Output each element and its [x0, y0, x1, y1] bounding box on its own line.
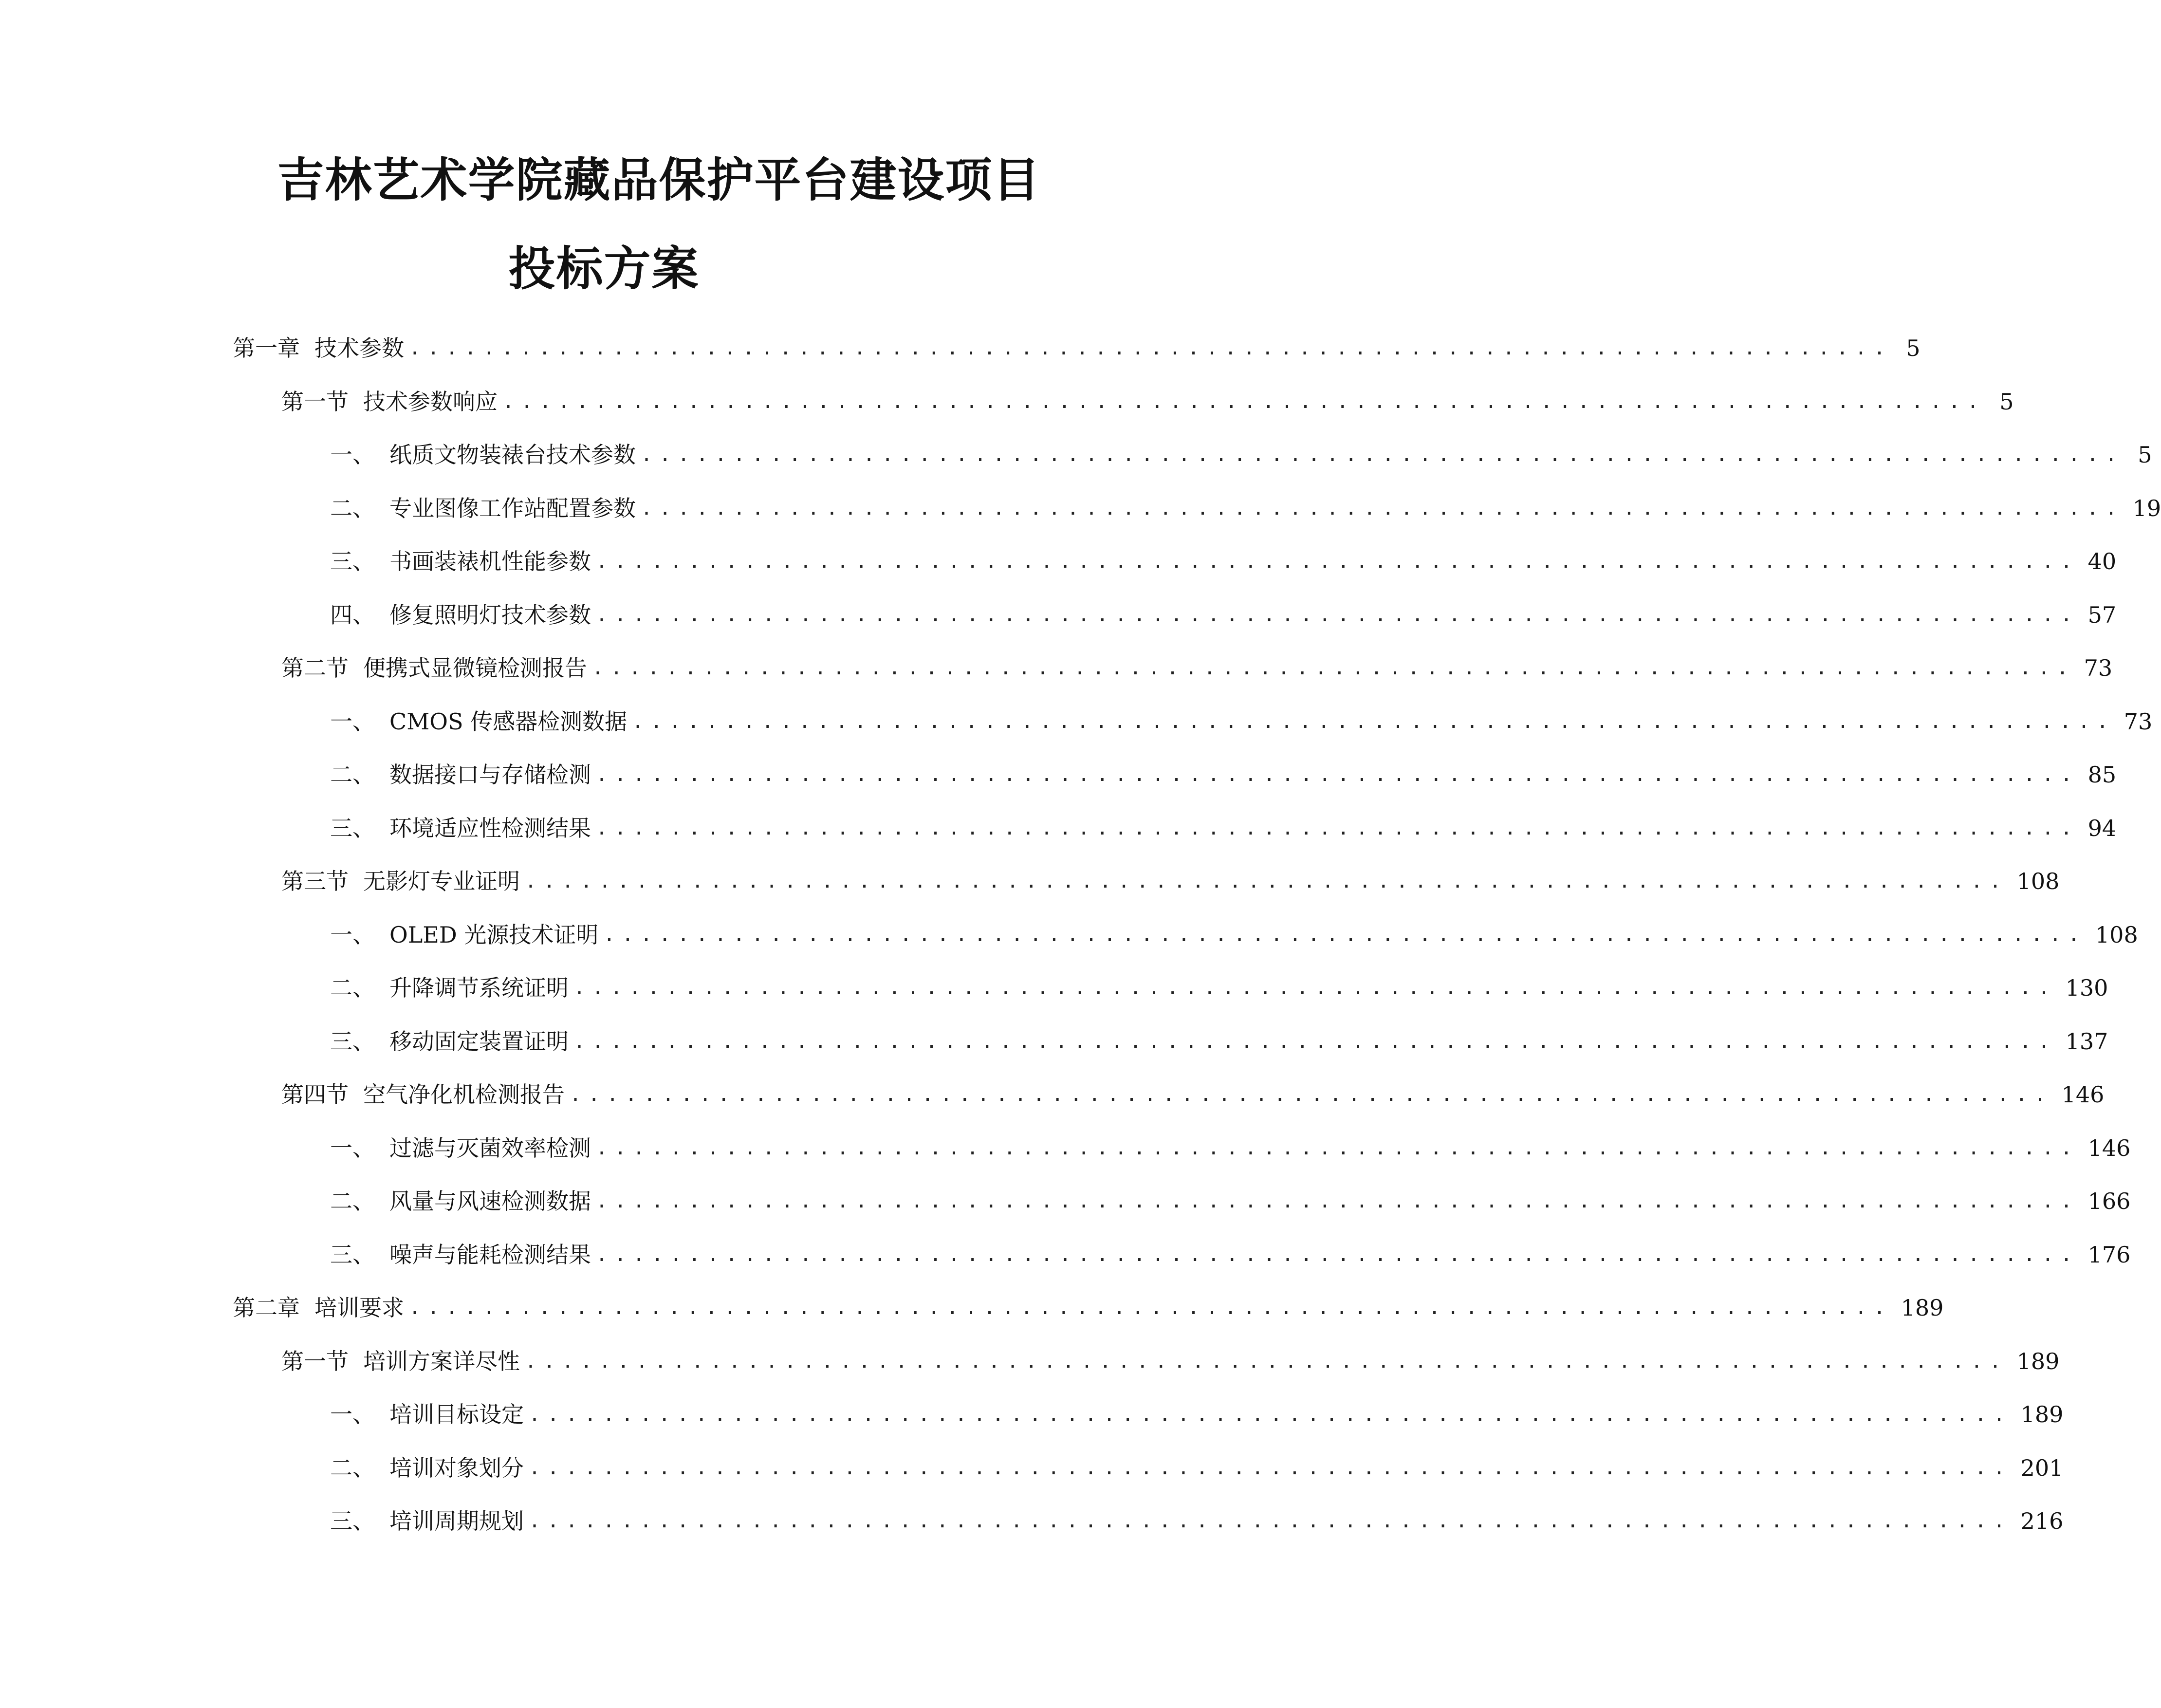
toc-entry-line [281, 864, 2060, 898]
toc-dot-leader: ................................................................................ [409, 337, 1892, 359]
toc-dot-leader: ................................................................................ [596, 1136, 2079, 1159]
toc-entry-label: 书画装裱机性能参数 [389, 548, 591, 575]
toc-dot-leader: ................................................................................ [409, 1297, 1892, 1319]
toc-entry-label: 升降调节系统证明 [389, 975, 569, 1001]
toc-entry[interactable] [0, 1238, 2131, 1272]
toc-entry-label: CMOS 传感器检测数据 [389, 708, 628, 735]
toc-entry-label: 环境适应性检测结果 [389, 815, 591, 841]
toc-entry-label: 便携式显微镜检测报告 [363, 655, 587, 681]
toc-entry-number: 一、 [330, 442, 375, 468]
toc-entry-label: 过滤与灭菌效率检测 [389, 1134, 591, 1161]
toc-dot-leader: ................................................................................ [641, 444, 2124, 466]
toc-entry-page-number: 19 [2132, 495, 2161, 521]
toc-entry[interactable] [0, 385, 2014, 419]
toc-entry-line [281, 385, 2014, 419]
toc-entry-number: 二、 [330, 495, 375, 521]
toc-entry-line [330, 1397, 2064, 1431]
document-title-line1: 吉林艺术学院藏品保护平台建设项目 [277, 153, 1041, 207]
toc-entry-page-number: 130 [2065, 975, 2108, 1001]
toc-entry[interactable] [0, 544, 2117, 578]
toc-entry-page-number: 166 [2087, 1188, 2131, 1214]
toc-entry[interactable] [0, 438, 2152, 472]
toc-entry-number: 二、 [330, 1188, 375, 1214]
toc-entry-number: 第二节 [281, 655, 349, 681]
toc-entry[interactable] [0, 491, 2161, 525]
toc-entry-page-number: 201 [2020, 1454, 2064, 1481]
toc-entry[interactable] [0, 1024, 2108, 1058]
toc-entry-label: 培训方案详尽性 [363, 1348, 520, 1374]
toc-entry-number: 第一节 [281, 388, 349, 415]
toc-entry-page-number: 189 [2016, 1348, 2060, 1374]
toc-dot-leader: ................................................................................ [570, 1083, 2053, 1106]
toc-entry-line [330, 705, 2153, 739]
toc-entry-label: 空气净化机检测报告 [363, 1081, 565, 1108]
toc-dot-leader: ................................................................................ [596, 1243, 2079, 1266]
toc-entry[interactable] [0, 1504, 2064, 1538]
toc-entry-page-number: 146 [2061, 1081, 2105, 1108]
toc-entry-page-number: 176 [2087, 1241, 2131, 1268]
toc-entry-number: 四、 [330, 601, 375, 628]
toc-entry[interactable] [0, 1344, 2060, 1378]
toc-entry[interactable] [0, 651, 2113, 685]
toc-entry-label: OLED 光源技术证明 [389, 921, 599, 948]
toc-entry-page-number: 146 [2087, 1134, 2131, 1161]
toc-entry-number: 三、 [330, 1028, 375, 1055]
toc-entry-label: 无影灯专业证明 [363, 868, 520, 894]
toc-entry-line [330, 598, 2117, 632]
toc-entry-number: 第四节 [281, 1081, 349, 1108]
toc-entry-label: 培训要求 [314, 1295, 404, 1321]
toc-entry-line [330, 918, 2138, 952]
toc-entry-page-number: 94 [2087, 815, 2117, 841]
toc-entry-page-number: 5 [2138, 442, 2152, 468]
toc-entry-label: 噪声与能耗检测结果 [389, 1241, 591, 1268]
toc-entry[interactable] [0, 1184, 2131, 1218]
toc-entry-page-number: 73 [2084, 655, 2113, 681]
toc-entry[interactable] [0, 331, 1921, 365]
toc-entry-page-number: 5 [1999, 388, 2014, 415]
toc-entry-line [330, 1024, 2108, 1058]
toc-entry-number: 二、 [330, 975, 375, 1001]
toc-entry-label: 技术参数响应 [363, 388, 498, 415]
toc-entry-number: 第二章 [233, 1295, 300, 1321]
toc-entry-number: 三、 [330, 815, 375, 841]
toc-entry[interactable] [0, 864, 2060, 898]
toc-dot-leader: ................................................................................ [529, 1456, 2012, 1479]
toc-entry-number: 一、 [330, 708, 375, 735]
toc-dot-leader: ................................................................................ [525, 1350, 2008, 1373]
toc-entry-page-number: 108 [2095, 921, 2138, 948]
toc-dot-leader: ................................................................................ [596, 1190, 2079, 1212]
toc-dot-leader: ................................................................................ [529, 1403, 2012, 1426]
toc-entry-number: 三、 [330, 1508, 375, 1534]
toc-dot-leader: ................................................................................ [573, 1030, 2057, 1053]
toc-entry[interactable] [0, 1397, 2064, 1431]
toc-entry[interactable] [0, 705, 2153, 739]
toc-entry-label: 数据接口与存储检测 [389, 761, 591, 788]
toc-entry[interactable] [0, 1451, 2064, 1485]
toc-dot-leader: ................................................................................ [632, 710, 2115, 733]
toc-entry-line [330, 1184, 2131, 1218]
toc-entry-label: 修复照明灯技术参数 [389, 601, 591, 628]
toc-dot-leader: ................................................................................ [592, 657, 2075, 679]
toc-entry-page-number: 189 [2020, 1401, 2064, 1428]
toc-entry-number: 二、 [330, 761, 375, 788]
toc-entry-line [330, 811, 2117, 845]
toc-dot-leader: ................................................................................ [596, 603, 2079, 626]
toc-entry-line [233, 1291, 1944, 1325]
toc-entry-label: 技术参数 [314, 335, 404, 361]
toc-entry-line [281, 1077, 2105, 1112]
toc-entry-page-number: 5 [1906, 335, 1921, 361]
toc-entry-line [281, 651, 2113, 685]
toc-entry-number: 三、 [330, 1241, 375, 1268]
toc-entry-line [330, 758, 2117, 792]
toc-entry-page-number: 137 [2065, 1028, 2108, 1055]
toc-entry-number: 二、 [330, 1454, 375, 1481]
toc-entry[interactable] [0, 1291, 1944, 1325]
toc-entry-label: 纸质文物装裱台技术参数 [389, 442, 636, 468]
toc-dot-leader: ................................................................................ [596, 817, 2079, 839]
toc-entry-number: 一、 [330, 921, 375, 948]
toc-dot-leader: ................................................................................ [603, 923, 2087, 946]
toc-entry-page-number: 189 [1901, 1295, 1944, 1321]
toc-entry-page-number: 40 [2087, 548, 2117, 575]
toc-entry-line [330, 544, 2117, 578]
toc-dot-leader: ................................................................................ [596, 763, 2079, 786]
toc-entry-page-number: 73 [2124, 708, 2153, 735]
toc-entry-line [330, 491, 2161, 525]
toc-entry-line [330, 1451, 2064, 1485]
toc-entry-number: 一、 [330, 1401, 375, 1428]
toc-entry-line [330, 438, 2152, 472]
toc-entry-label: 培训对象划分 [389, 1454, 524, 1481]
toc-entry[interactable] [0, 811, 2117, 845]
toc-entry-number: 一、 [330, 1134, 375, 1161]
toc-entry-page-number: 108 [2016, 868, 2060, 894]
toc-entry-page-number: 85 [2087, 761, 2117, 788]
toc-entry[interactable] [0, 598, 2117, 632]
toc-dot-leader: ................................................................................ [525, 870, 2008, 892]
toc-entry-number: 第一章 [233, 335, 300, 361]
toc-dot-leader: ................................................................................ [502, 390, 1986, 413]
toc-entry-label: 风量与风速检测数据 [389, 1188, 591, 1214]
toc-entry-number: 三、 [330, 548, 375, 575]
toc-entry-line [281, 1344, 2060, 1378]
toc-entry-line [330, 1504, 2064, 1538]
toc-entry-page-number: 216 [2020, 1508, 2064, 1534]
toc-entry-label: 培训周期规划 [389, 1508, 524, 1534]
toc-entry[interactable] [0, 971, 2108, 1005]
toc-entry-line [233, 331, 1921, 365]
toc-dot-leader: ................................................................................ [641, 497, 2124, 520]
toc-entry-page-number: 57 [2087, 601, 2117, 628]
toc-entry[interactable] [0, 1077, 2105, 1112]
toc-entry[interactable] [0, 758, 2117, 792]
toc-dot-leader: ................................................................................ [529, 1510, 2012, 1532]
toc-entry-label: 移动固定装置证明 [389, 1028, 569, 1055]
toc-dot-leader: ................................................................................ [596, 550, 2079, 573]
toc-entry[interactable] [0, 1131, 2131, 1165]
toc-entry-line [330, 1238, 2131, 1272]
toc-entry-number: 第一节 [281, 1348, 349, 1374]
toc-entry-line [330, 971, 2108, 1005]
document-title-line2: 投标方案 [508, 241, 700, 296]
toc-entry[interactable] [0, 918, 2138, 952]
toc-entry-label: 专业图像工作站配置参数 [389, 495, 636, 521]
toc-entry-label: 培训目标设定 [389, 1401, 524, 1428]
toc-entry-number: 第三节 [281, 868, 349, 894]
toc-dot-leader: ................................................................................ [573, 977, 2057, 999]
toc-entry-line [330, 1131, 2131, 1165]
